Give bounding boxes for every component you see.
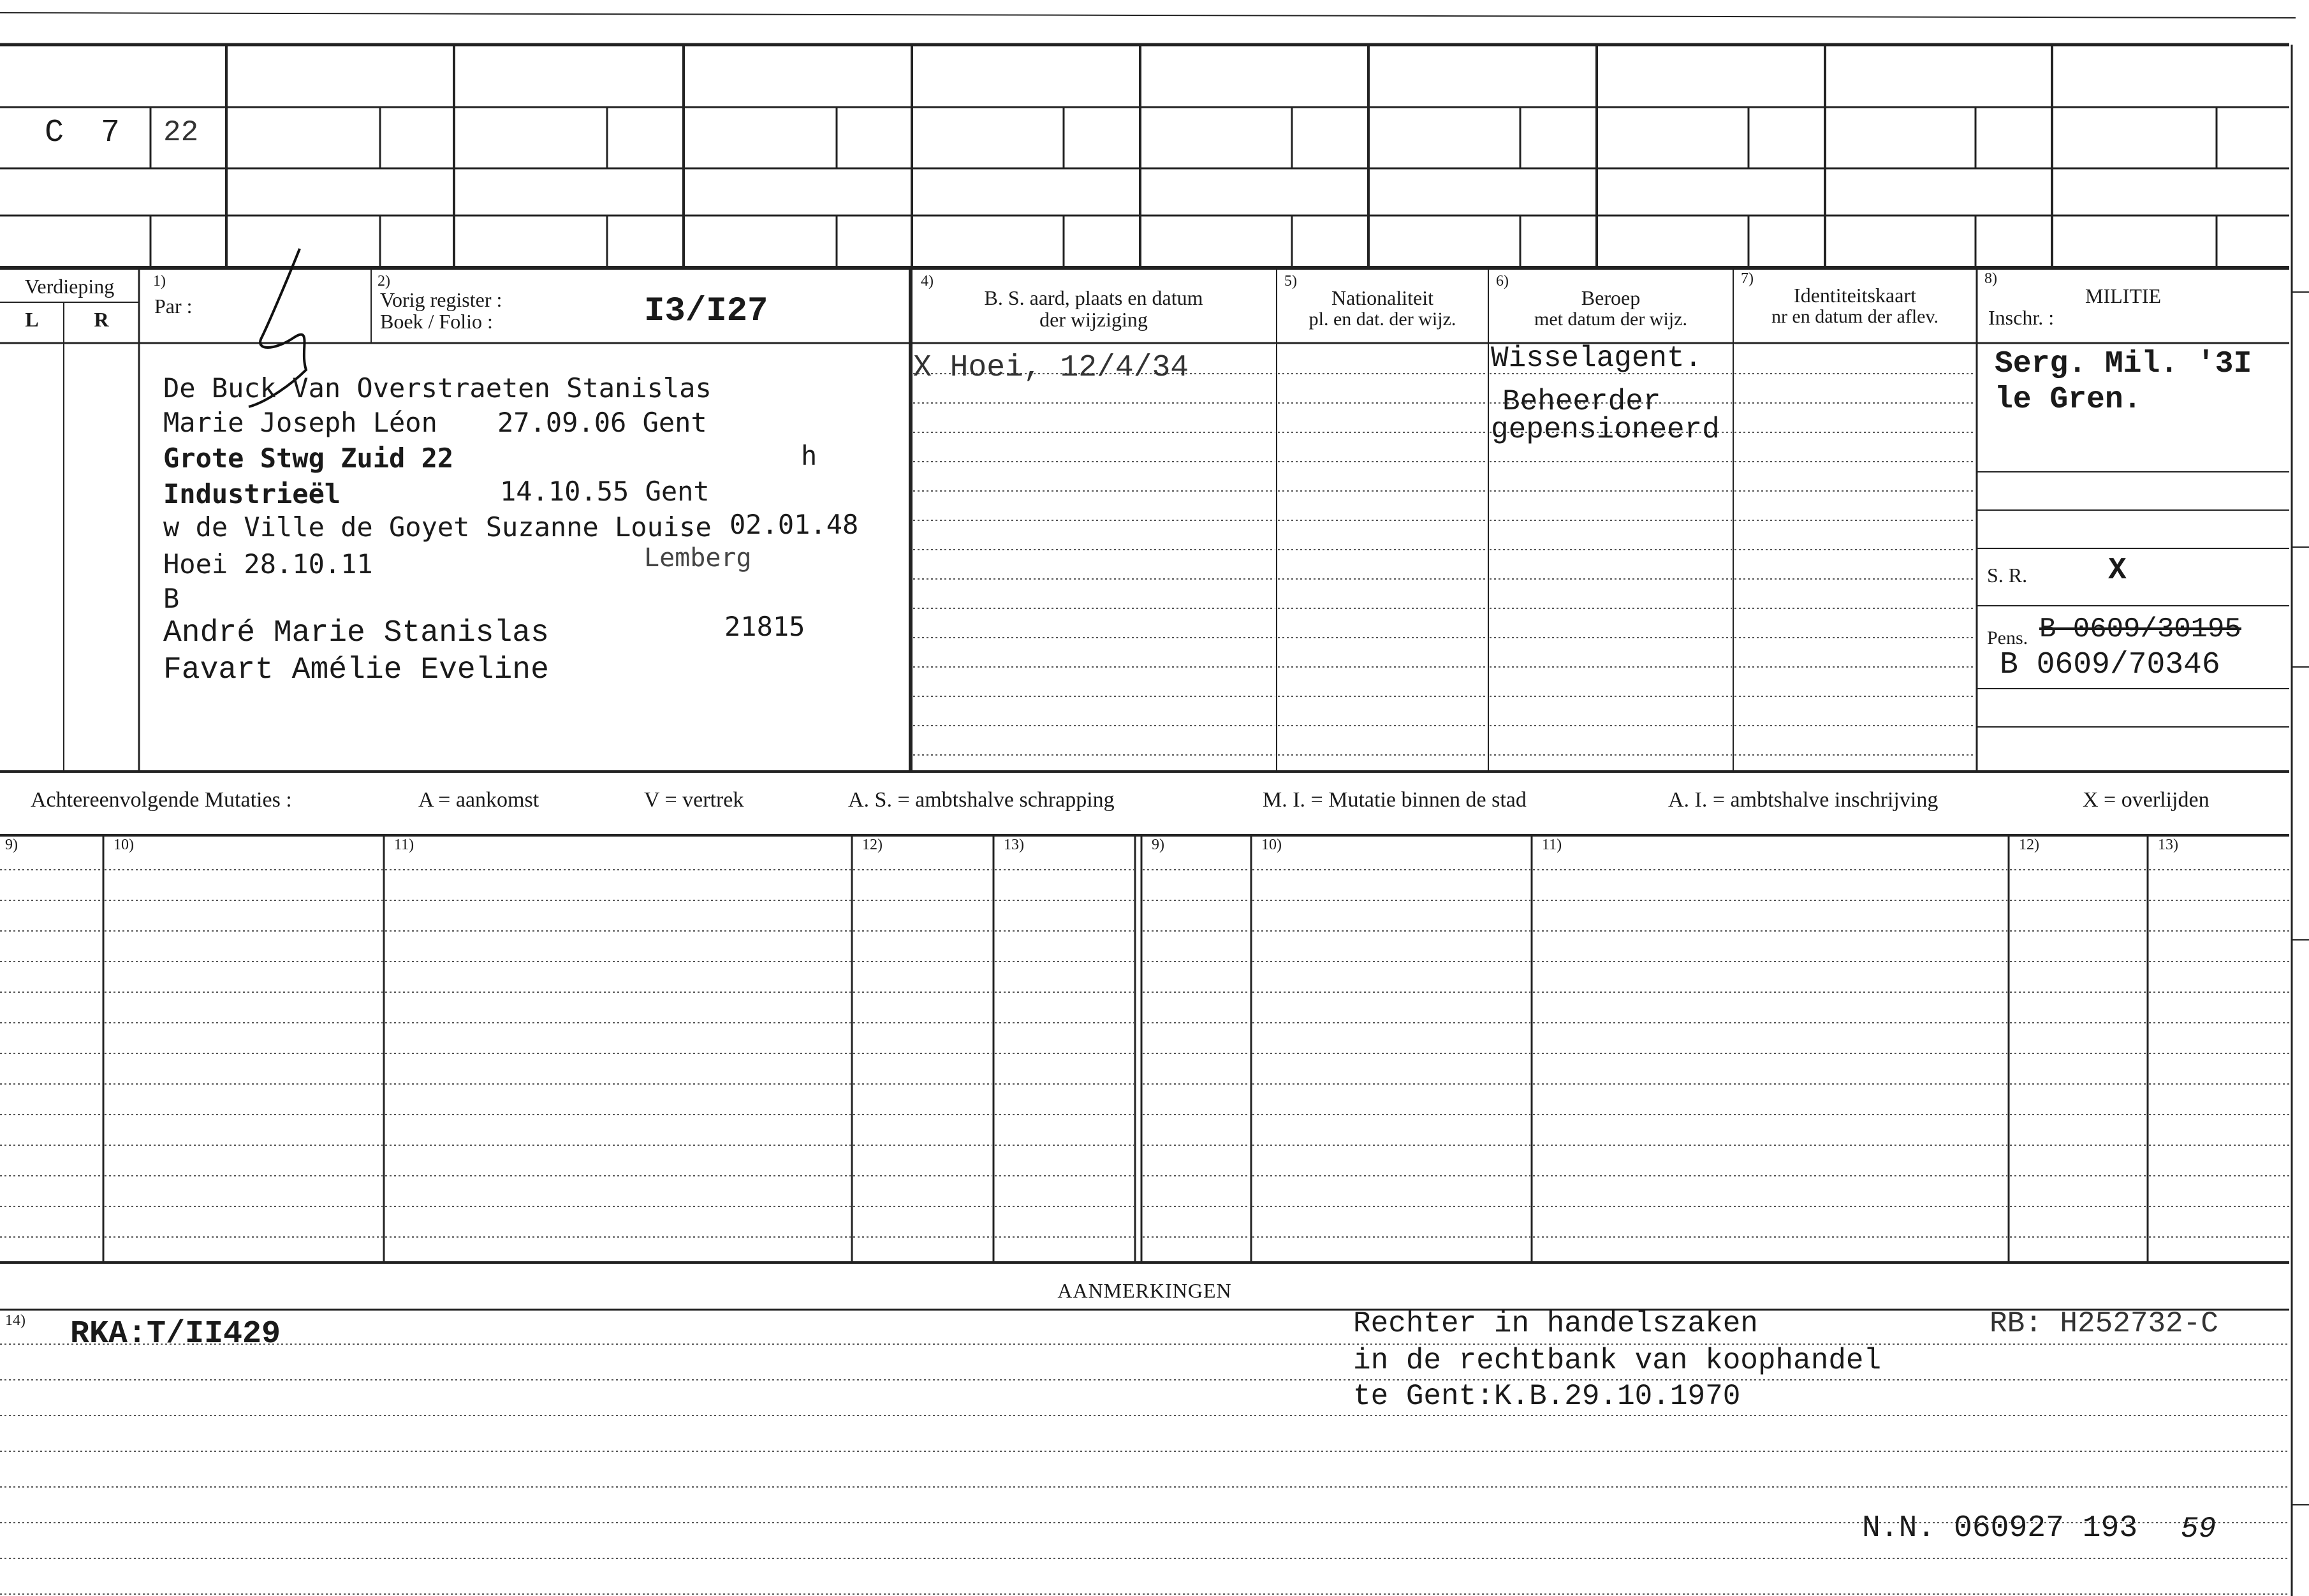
mut-col-12b: 12) <box>2019 837 2039 853</box>
mutatie-ai: A. I. = ambtshalve inschrijving <box>1668 788 1939 812</box>
person-b-mark: B <box>163 583 180 614</box>
rechter-line-1: Rechter in handelszaken <box>1353 1307 1758 1340</box>
bs-header-line2: der wijziging <box>1039 308 1148 331</box>
boek-folio-label: Boek / Folio : <box>380 310 493 333</box>
nat-num: 5) <box>1284 273 1297 289</box>
mutatie-mi: M. I. = Mutatie binnen de stad <box>1263 788 1527 812</box>
person-address: Grote Stwg Zuid 22 <box>163 443 454 474</box>
inschr-label: Inschr. : <box>1988 306 2055 329</box>
person-spouse-place: Lemberg <box>644 543 752 573</box>
par-num: 1) <box>153 273 166 289</box>
militie-entry-2: le Gren. <box>1995 383 2142 417</box>
mil-num: 8) <box>1984 270 1997 287</box>
person-spouse-birth: Hoei 28.10.11 <box>163 548 373 580</box>
aanmerkingen-title: AANMERKINGEN <box>1057 1279 1232 1302</box>
beroep-entry-2: Beheerder <box>1502 385 1661 418</box>
top-grid-number: 22 <box>163 116 199 149</box>
pens-old-value: B 0609/30195 <box>2039 613 2241 645</box>
par-label: Par : <box>154 295 193 318</box>
id-header-line2: nr en datum der aflev. <box>1771 306 1939 327</box>
bs-num: 4) <box>921 273 934 289</box>
mutatie-v: V = vertrek <box>644 788 744 812</box>
aanmerkingen-num: 14) <box>5 1312 26 1329</box>
pens-new-value: B 0609/70346 <box>2000 648 2220 682</box>
mut-col-9b: 9) <box>1152 837 1164 853</box>
rechter-line-2: in de rechtbank van koophandel <box>1353 1344 1882 1377</box>
mutatie-x: X = overlijden <box>2083 788 2210 812</box>
mut-col-11b: 11) <box>1542 837 1562 853</box>
rb-reference: RB: H252732-C <box>1990 1307 2218 1340</box>
militie-label: MILITIE <box>2085 284 2162 307</box>
bs-entry: X Hoei, 12/4/34 <box>913 351 1189 385</box>
sr-value: X <box>2108 553 2127 588</box>
mutatie-as: A. S. = ambtshalve schrapping <box>848 788 1115 812</box>
beroep-header-line1: Beroep <box>1581 286 1641 309</box>
vorig-register-label: Vorig register : <box>380 288 502 311</box>
nat-header-line1: Nationaliteit <box>1331 286 1433 309</box>
mut-col-13b: 13) <box>2158 837 2178 853</box>
person-given-names: Marie Joseph Léon <box>163 407 437 438</box>
person-mother: Favart Amélie Eveline <box>163 653 549 687</box>
person-spouse: w de Ville de Goyet Suzanne Louise <box>163 511 712 543</box>
id-header-line1: Identiteitskaart <box>1794 284 1916 307</box>
national-number: N.N. 060927 193 <box>1862 1511 2138 1546</box>
national-number-suffix: 59 <box>2181 1512 2217 1546</box>
person-occupation-date: 14.10.55 Gent <box>500 476 710 507</box>
mut-col-10b: 10) <box>1261 837 1282 853</box>
pens-label: Pens. <box>1987 627 2028 648</box>
person-spouse-date: 02.01.48 <box>729 509 859 540</box>
mut-col-13: 13) <box>1004 837 1024 853</box>
sr-label: S. R. <box>1987 564 2028 587</box>
mut-col-9: 9) <box>5 837 18 853</box>
person-address-mark: h <box>801 440 817 471</box>
beroep-header-line2: met datum der wijz. <box>1534 309 1687 330</box>
person-birth: 27.09.06 Gent <box>497 407 707 438</box>
person-occupation: Industrieël <box>163 478 341 509</box>
rechter-line-3: te Gent:K.B.29.10.1970 <box>1353 1380 1741 1413</box>
verdieping-label: Verdieping <box>24 275 115 298</box>
id-num: 7) <box>1741 270 1754 287</box>
militie-entry-1: Serg. Mil. '3I <box>1995 347 2252 381</box>
mutatie-a: A = aankomst <box>418 788 539 812</box>
mutaties-label: Achtereenvolgende Mutaties : <box>31 788 292 812</box>
bs-header-line1: B. S. aard, plaats en datum <box>984 286 1203 309</box>
person-name: De Buck Van Overstraeten Stanislas <box>163 372 712 404</box>
beroep-entry-1: Wisselagent. <box>1491 342 1703 375</box>
col-r-label: R <box>94 308 109 331</box>
person-child: André Marie Stanislas <box>163 616 549 650</box>
nat-header-line2: pl. en dat. der wijz. <box>1308 309 1456 330</box>
top-grid-code: C 7 <box>45 115 129 151</box>
col-l-label: L <box>25 308 39 331</box>
mut-col-10: 10) <box>114 837 134 853</box>
mut-col-11: 11) <box>394 837 414 853</box>
rka-reference: RKA:T/II429 <box>70 1316 281 1352</box>
boek-folio-value: I3/I27 <box>644 292 768 331</box>
person-child-number: 21815 <box>724 611 805 642</box>
beroep-num: 6) <box>1496 273 1509 289</box>
beroep-entry-3: gepensioneerd <box>1491 413 1720 446</box>
mut-col-12: 12) <box>862 837 883 853</box>
vorig-num: 2) <box>378 273 390 289</box>
